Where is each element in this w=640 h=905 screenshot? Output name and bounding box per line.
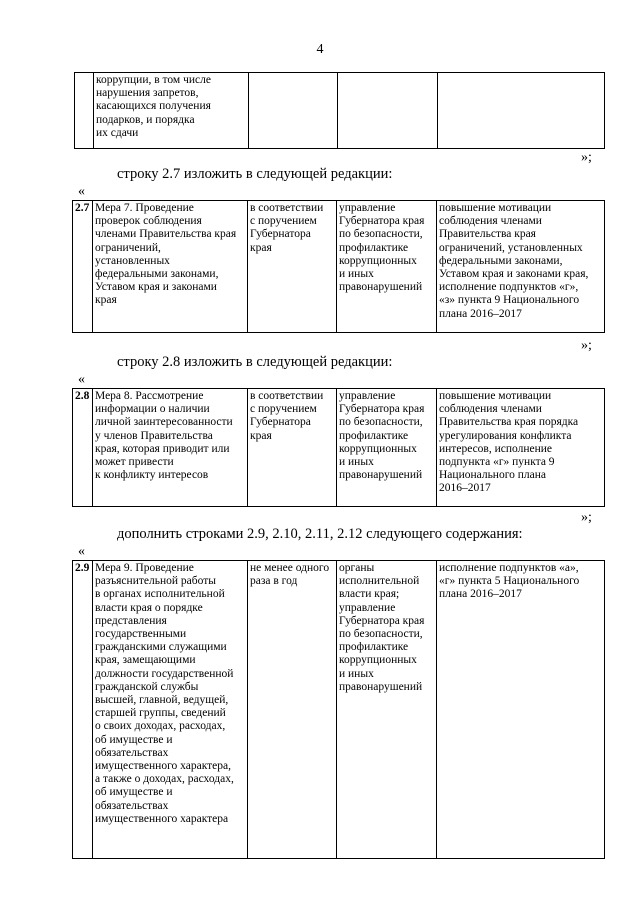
table-row-2-9 [72, 560, 605, 859]
table-continuation [74, 72, 605, 149]
table-row [75, 73, 605, 149]
deadline-cell: не менее одного раза в год [248, 561, 337, 859]
closing-quote: »; [581, 338, 592, 353]
result-cell: исполнение подпунктов «а», «г» пункта 5 Национального плана 2016–2017 [437, 561, 605, 859]
table-row [73, 389, 605, 507]
result-cell [438, 73, 605, 149]
result-cell: повышение мотивации соблюдения членами Правительства края порядка урегулирования конфликта интересов, исполнение подпункта «г» пункта 9 Национального плана 2016–2017 [437, 389, 605, 507]
result-cell: повышение мотивации соблюдения членами Правительства края ограничений, установленных федеральными законами, Уставом края и законами края, исполнение подпунктов «г», «з» пункта 9 Национального плана 2016–2017 [437, 201, 605, 333]
measure-cell: Мера 7. Проведение проверок соблюдения членами Правительства края ограничений, установленных федеральными законами, Уставом края и законами края [93, 201, 248, 333]
executor-cell: управление Губернатора края по безопасности, профилактике коррупционных и иных правонарушений [337, 389, 437, 507]
opening-quote: « [78, 184, 85, 199]
table-row [73, 561, 605, 859]
opening-quote: « [78, 372, 85, 387]
measure-cell: Мера 8. Рассмотрение информации о наличии личной заинтересованности у членов Правительства края, которая приводит или может привести к конфликту интересов [93, 389, 248, 507]
measure-cell: Мера 9. Проведение разъяснительной работы в органах исполнительной власти края о порядке представления государственными гражданскими служащими края, замещающими должности государственной гражданской службы высшей, главной, ведущей, старшей группы, сведений о своих доходах, расходах, об имуществе и обязательствах имущественного характера, а также о доходах, расходах, об имуществе и обязательствах имущественного характера [93, 561, 248, 859]
page-number: 4 [316, 42, 324, 57]
row-number: 2.9 [73, 561, 93, 859]
measure-cell: коррупции, в том числе нарушения запретов, касающихся получения подарков, и порядка их сдачи [94, 73, 249, 149]
table-row-2-7 [72, 200, 605, 333]
executor-cell: управление Губернатора края по безопасности, профилактике коррупционных и иных правонарушений [337, 201, 437, 333]
table-row [73, 201, 605, 333]
section-heading-2-9: дополнить строками 2.9, 2.10, 2.11, 2.12 следующего содержания: [117, 526, 523, 542]
table-row-2-8 [72, 388, 605, 507]
executor-cell: органы исполнительной власти края; управление Губернатора края по безопасности, профилактике коррупционных и иных правонарушений [337, 561, 437, 859]
closing-quote: »; [581, 510, 592, 525]
deadline-cell [249, 73, 338, 149]
row-number [75, 73, 94, 149]
section-heading-2-7: строку 2.7 изложить в следующей редакции: [117, 166, 393, 182]
deadline-cell: в соответствии с поручением Губернатора края [248, 201, 337, 333]
executor-cell [338, 73, 438, 149]
opening-quote: « [78, 544, 85, 559]
closing-quote: »; [581, 150, 592, 165]
section-heading-2-8: строку 2.8 изложить в следующей редакции: [117, 354, 393, 370]
row-number: 2.8 [73, 389, 93, 507]
deadline-cell: в соответствии с поручением Губернатора края [248, 389, 337, 507]
row-number: 2.7 [73, 201, 93, 333]
